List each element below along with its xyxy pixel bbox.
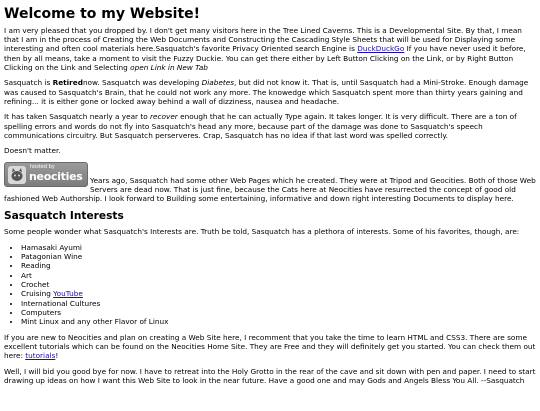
recover-paragraph: It has taken Sasquatch nearly a year to recover enough that he can actually Type again. It takes longer. It is very difficult. There are a ton of spelling errors and words do not fly into Sasquatch's head any more, because part of the damage was done to Sasquatch's speech communications circuitry. But Sasquatch perserveres. Crap, Sasquatch has no idea if that last word was spelled correctly.: [4, 112, 517, 141]
tutorials-link[interactable]: tutorials: [25, 351, 56, 361]
neocities-badge[interactable]: [4, 162, 88, 187]
list-item: • Art: [21, 271, 536, 280]
page-content: [0, 6, 540, 385]
list-item: • Cruising YouTube: [21, 289, 536, 298]
doesnt-matter-text: Doesn't matter.: [4, 146, 61, 156]
list-item: • Reading: [21, 261, 536, 270]
neocities-paragraph: If you are new to Neocities and plan on creating a Web Site here, I recomment that you take the time to learn HTML and CSS3. There are some excellent tutorials which can be found on the Neocities Home Site. They are Free and they will definitely get you started. You can check them out here: tutorials!: [4, 332, 536, 361]
intro-paragraph: I am very pleased that you dropped by. I don't get many visitors here in the Tree Lined Caverns. This is a Developmental Site. By that, I mean that I am in the process of Creating the Web Documents and Constructing the Cascading Style Sheets that will be used for Displaying some interesting and often cool materials here.Sasquatch's favorite Privacy Oriented search Engine is DuckDuckGo If you have never used it before, then by all means, take a moment to visit the Fuzzy Duckie. You can get there either by Left Button Clicking on the Link, or by Right Button Clicking on the Link and Selecting open Link in New Tab: [4, 25, 526, 73]
list-item: • Computers: [21, 308, 536, 317]
neocities-cat-icon: [8, 166, 26, 184]
list-item: • Patagonian Wine: [21, 252, 536, 261]
badge-hosted-label: hosted by: [30, 163, 55, 170]
list-item: • International Cultures: [21, 299, 536, 308]
neocities-section: [4, 162, 536, 204]
list-item: • Hamasaki Ayumi: [21, 243, 536, 252]
interests-list: [4, 243, 536, 327]
years-ago-paragraph: Years ago, Sasquatch had some other Web Pages which he created. They were at Tripod and Geocities. Both of those Web Servers are dead now. That is just fine, because the Cats here at Neocities have resurrected the concept of good old fashioned Web Authorship. I look forward to Building some entertaining, informative and down right interesting Documents to display here.: [4, 175, 536, 204]
interests-heading: Sasquatch Interests: [4, 209, 124, 222]
retired-paragraph: Sasquatch is Retirednow. Sasquatch was developing Diabetes, but did not know it. That is, until Sasquatch had a Mini-Stroke. Enough damage was caused to Sasquatch's Brain, that he could not work any more. The knowedge which Sasquatch spent more than thirty years gaining and refining... it is either gone or locked away behind a wall of dizziness, nausea and headache.: [4, 78, 529, 107]
page-title: Welcome to my Website!: [4, 6, 201, 22]
list-item: • Mint Linux and any other Flavor of Linux: [21, 317, 536, 326]
duckduckgo-link[interactable]: DuckDuckGo: [357, 44, 405, 54]
youtube-link[interactable]: YouTube: [53, 289, 83, 299]
interests-intro: Some people wonder what Sasquatch's Interests are. Truth be told, Sasquatch has a plethora of interests. Some of his favorites, though, are:: [4, 227, 520, 237]
closing-paragraph: Well, I will bid you good bye for now. I have to retreat into the Holy Grotto in the rear of the cave and sit down with pen and paper. I need to start drawing up ideas on how I want this Web Site to look in the near future. Have a good one and may Gods and Angels Bless You All. --Sasquatch: [4, 366, 536, 386]
badge-brand-label: neocities: [29, 169, 83, 183]
list-item: • Crochet: [21, 280, 536, 289]
